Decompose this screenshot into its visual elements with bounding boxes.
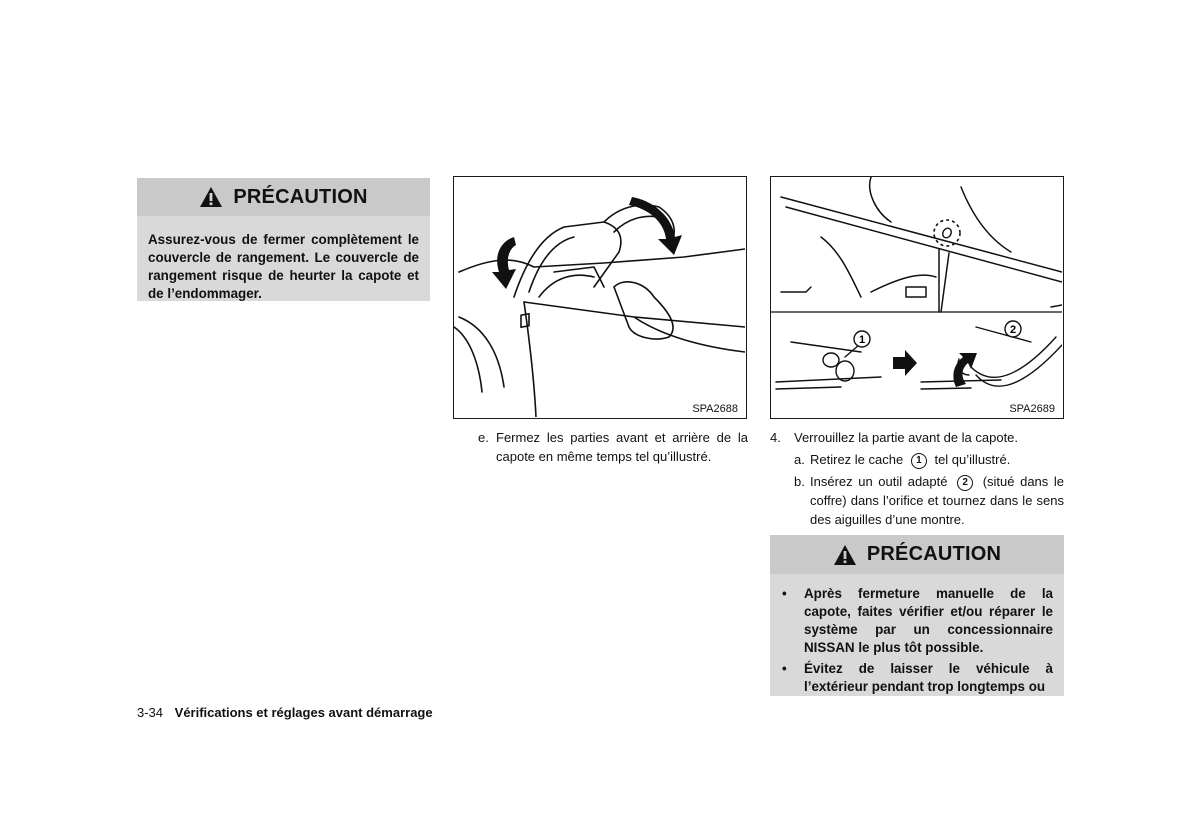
section-title: Vérifications et réglages avant démarrage (174, 705, 433, 720)
marker-1: 1 (858, 334, 866, 346)
page-footer (137, 705, 433, 720)
step-4-number: 4. (770, 430, 781, 445)
bullet: • (782, 661, 787, 676)
marker-2-inline: 2 (957, 475, 973, 491)
caution-item (770, 660, 1053, 696)
warning-icon (833, 544, 857, 566)
figure-code: SPA2688 (692, 403, 738, 415)
caution-title: PRÉCAUTION (233, 185, 368, 208)
step-4a-text-end: tel qu’illustré. (934, 452, 1011, 467)
figure-code: SPA2689 (1009, 403, 1055, 415)
caution-text: Assurez-vous de fermer complètement le couvercle de rangement. Le couvercle de rangement risque de heurter la capote et de l’endommager. (137, 216, 430, 301)
caution-list (770, 585, 1053, 696)
step-e-letter: e. (478, 430, 489, 445)
step-4b (770, 472, 1064, 529)
illustration-lock-procedure (771, 177, 1062, 417)
marker-2: 2 (1009, 324, 1017, 336)
caution-box-left (137, 178, 430, 301)
caution-header (770, 535, 1064, 574)
caution-item-text: Après fermeture manuelle de la capote, faites vérifier et/ou réparer le système par un concessionnaire NISSAN le plus tôt possible. (804, 586, 1053, 655)
caution-title: PRÉCAUTION (866, 543, 1002, 565)
caution-text (770, 574, 1064, 696)
step-e (478, 428, 748, 466)
caution-header (137, 178, 430, 216)
caution-item (770, 585, 1053, 657)
step-4b-text-end: (situé dans le coffre) dans l’orifice et tournez dans le sens des aiguilles d’une montre. (810, 474, 1064, 527)
caution-box-right (770, 535, 1064, 696)
illustration-roof-closing (454, 177, 745, 417)
figure-capote-closing (453, 176, 747, 419)
step-4a (770, 450, 1064, 469)
caution-item-text: Évitez de laisser le véhicule à l’extérieur pendant trop longtemps ou (804, 661, 1053, 694)
step-4-text: Verrouillez la partie avant de la capote. (794, 430, 1019, 445)
step-4a-letter: a. (794, 452, 805, 467)
step-4a-text: Retirez le cache (810, 452, 904, 467)
page-number: 3-34 (137, 705, 164, 720)
warning-icon (199, 186, 223, 208)
figure-front-lock (770, 176, 1064, 419)
bullet: • (782, 586, 787, 601)
marker-1-inline: 1 (911, 453, 927, 469)
step-e-text: Fermez les parties avant et arrière de la capote en même temps tel qu’illustré. (496, 430, 748, 464)
step-4b-text: Insérez un outil adapté (810, 474, 948, 489)
step-4 (770, 428, 1064, 529)
step-4b-letter: b. (794, 474, 805, 489)
